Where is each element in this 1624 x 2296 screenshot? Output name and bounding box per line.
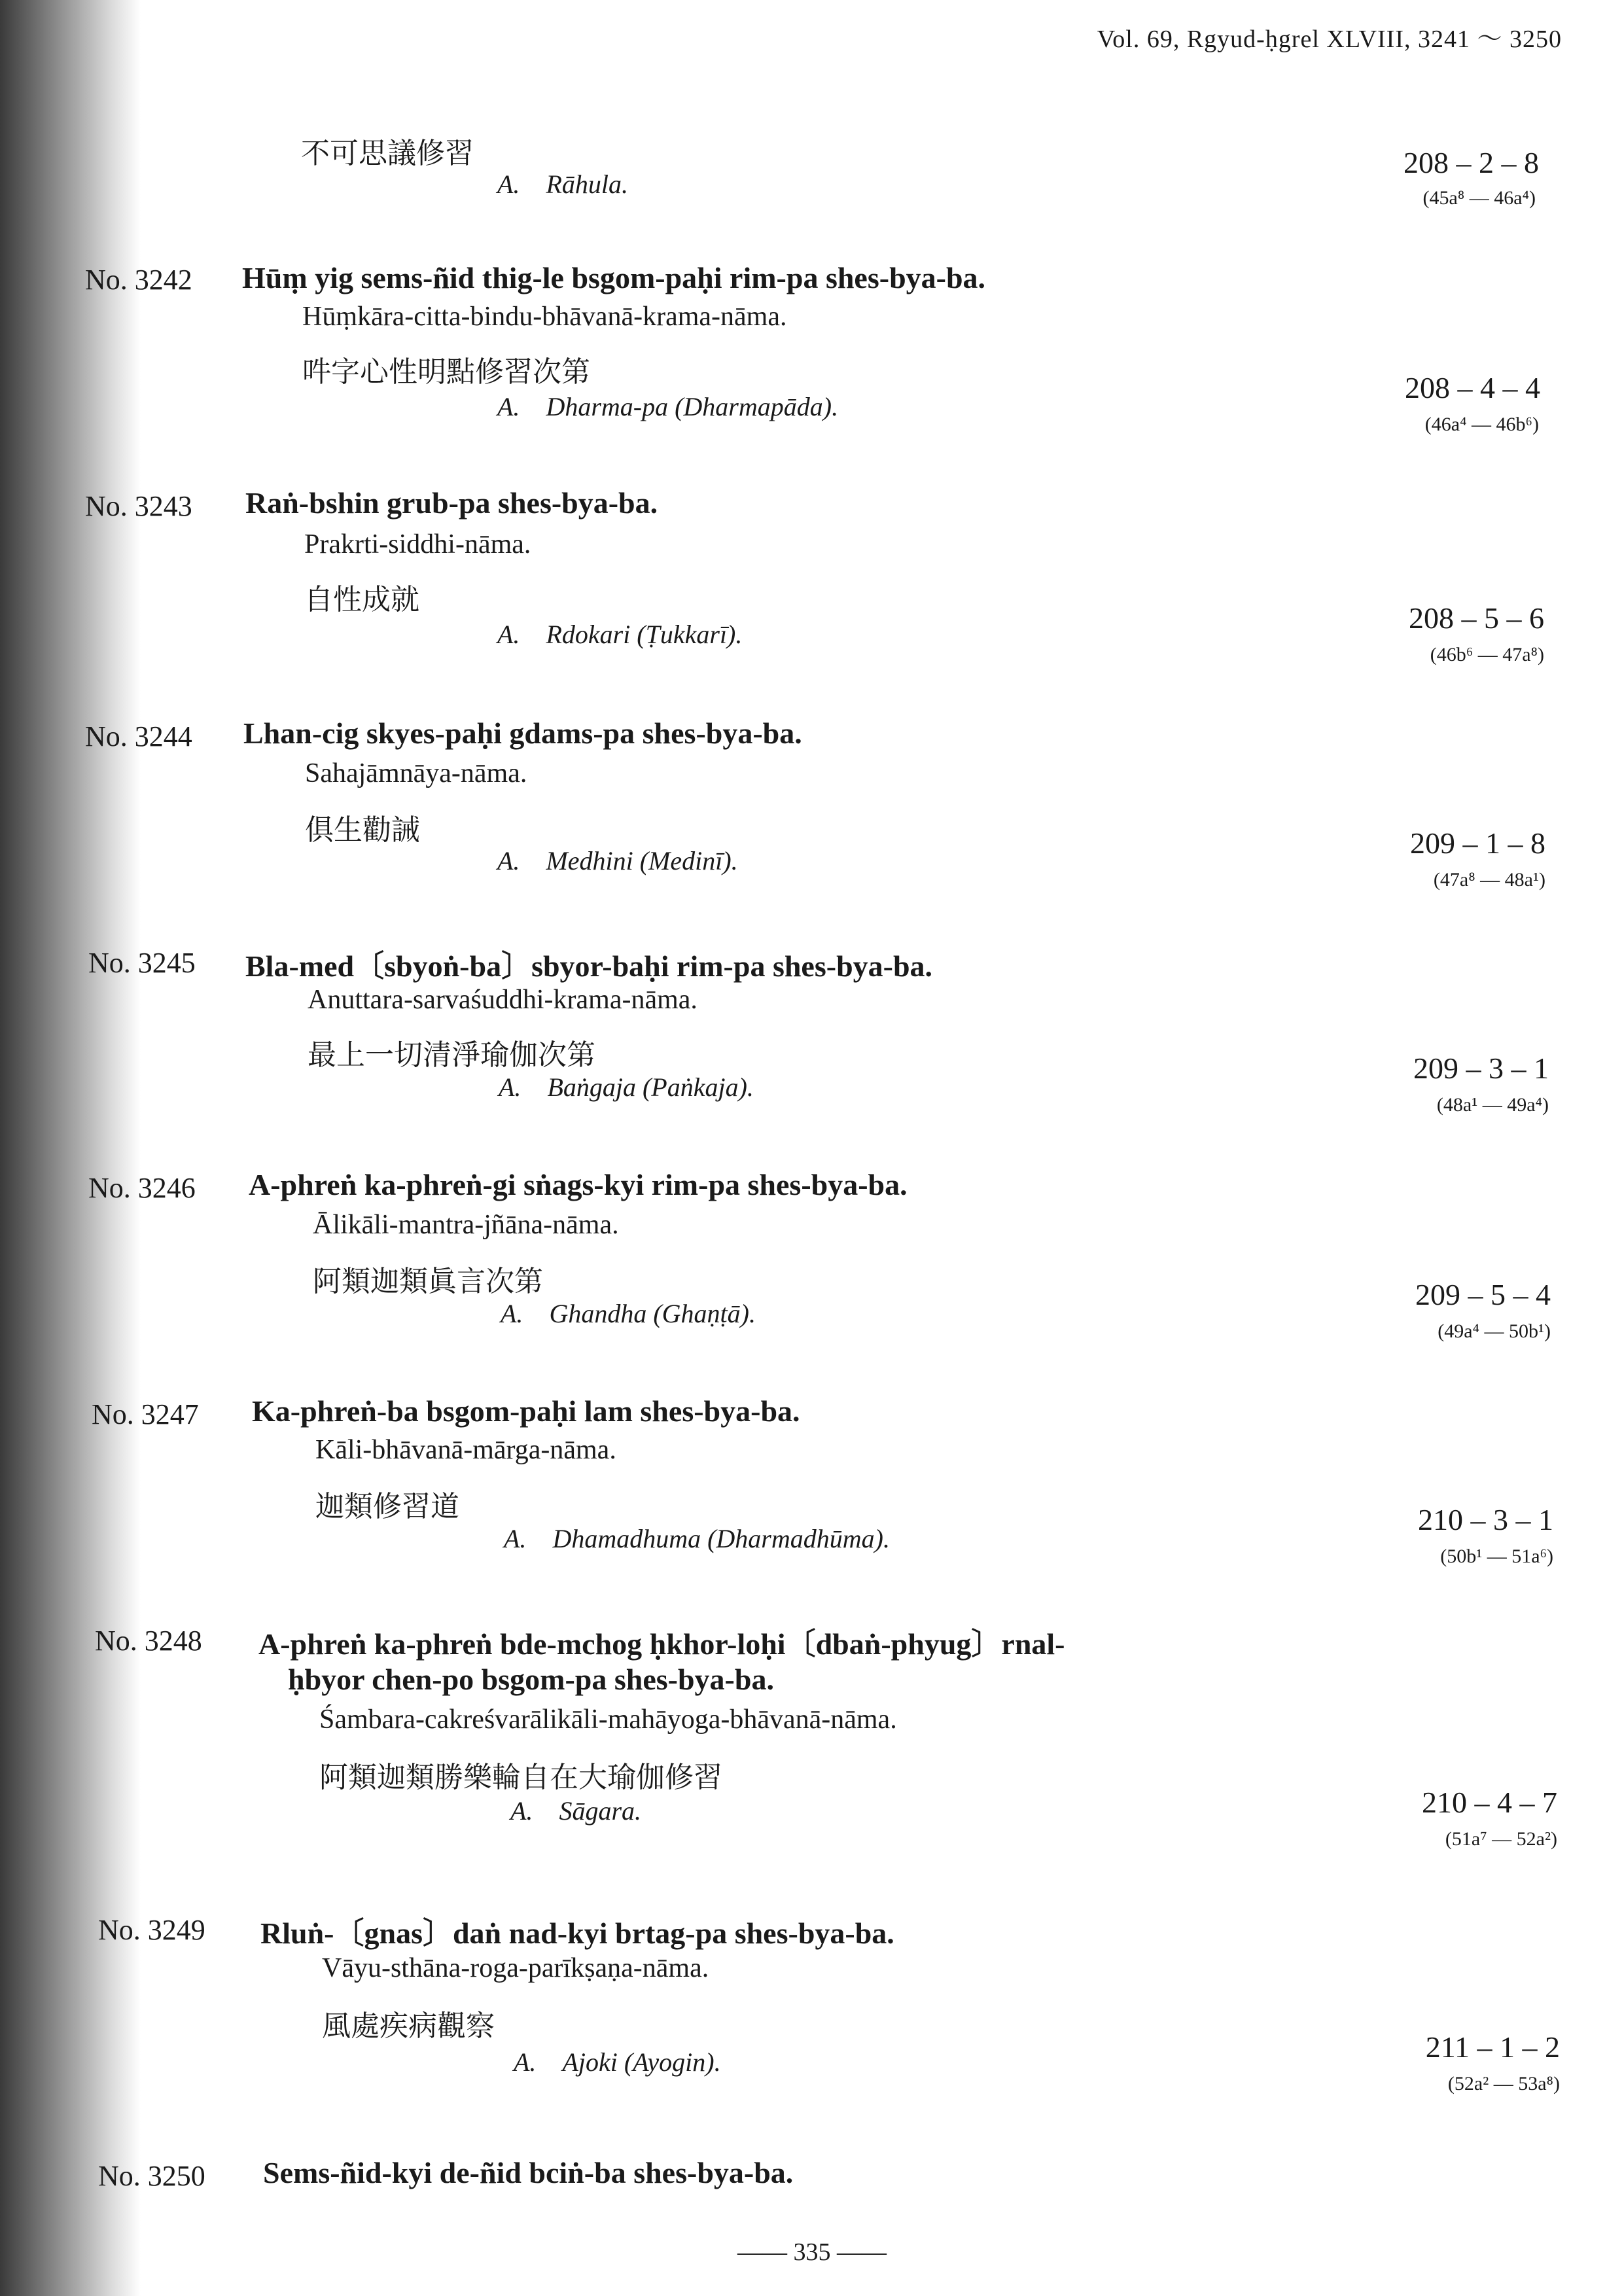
sanskrit-title: Hūṃkāra-citta-bindu-bhāvanā-krama-nāma. (302, 302, 787, 332)
running-header: Vol. 69, Rgyud-ḥgrel XLVIII, 3241 ～ 3250 (1097, 26, 1562, 53)
entry-number: No. 3248 (95, 1625, 202, 1657)
location-ref: 211 – 1 – 2 (1425, 2030, 1560, 2064)
author-initial: A. (497, 392, 520, 421)
chinese-title: 阿類迦類勝樂輪自在大瑜伽修習 (319, 1761, 722, 1794)
folio-range: (50b¹ — 51a⁶) (1440, 1545, 1553, 1567)
folio-range: (45a⁸ — 46a⁴) (1422, 187, 1536, 209)
location-ref: 210 – 3 – 1 (1418, 1503, 1553, 1536)
location-ref: 210 – 4 – 7 (1422, 1786, 1557, 1819)
entry-number: No. 3246 (88, 1172, 196, 1204)
chinese-title: 不可思議修習 (301, 137, 474, 170)
author (497, 619, 742, 650)
author (510, 1795, 641, 1826)
folio-range: (46b⁶ — 47a⁸) (1430, 644, 1544, 665)
sanskrit-title: Vāyu-sthāna-roga-parīkṣaṇa-nāma. (322, 1953, 709, 1983)
author-name: Baṅgaja (Paṅkaja). (547, 1072, 754, 1102)
author-initial: A. (497, 846, 520, 875)
author-initial: A. (499, 1072, 521, 1102)
chinese-title: 吽字心性明點修習次第 (302, 355, 590, 389)
tibetan-title: Ka-phreṅ-ba bsgom-paḥi lam shes-bya-ba. (252, 1394, 800, 1428)
author-initial: A. (497, 620, 520, 649)
tibetan-title: Raṅ-bshin grub-pa shes-bya-ba. (245, 486, 658, 520)
tibetan-title: Sems-ñid-kyi de-ñid bciṅ-ba shes-bya-ba. (263, 2156, 794, 2189)
entry-number: No. 3250 (98, 2160, 205, 2192)
author (501, 1298, 756, 1329)
chinese-title: 最上一切清淨瑜伽次第 (308, 1038, 595, 1072)
tibetan-title-continued: ḥbyor chen-po bsgom-pa shes-bya-ba. (288, 1663, 774, 1696)
binding-shadow (0, 0, 141, 2296)
entry-number: No. 3244 (85, 720, 192, 752)
location-ref: 209 – 1 – 8 (1410, 826, 1545, 860)
sanskrit-title: Kāli-bhāvanā-mārga-nāma. (315, 1435, 616, 1465)
author-name: Ajoki (Ayogin). (562, 2047, 721, 2077)
author-name: Medhini (Medinī). (546, 846, 738, 875)
author-initial: A. (501, 1299, 523, 1328)
tibetan-title: A-phreṅ ka-phreṅ-gi sṅags-kyi rim-pa shes-bya-ba. (249, 1168, 908, 1201)
chinese-title: 俱生勸誡 (305, 813, 420, 847)
location-ref: 208 – 4 – 4 (1405, 371, 1540, 404)
folio-range: (51a⁷ — 52a²) (1445, 1828, 1557, 1850)
sanskrit-title: Ālikāli-mantra-jñāna-nāma. (313, 1210, 619, 1240)
location-ref: 209 – 3 – 1 (1413, 1051, 1549, 1085)
entry-number: No. 3245 (88, 947, 196, 979)
author-initial: A. (504, 1524, 527, 1553)
sanskrit-title: Prakrti-siddhi-nāma. (304, 529, 531, 559)
tibetan-title: A-phreṅ ka-phreṅ bde-mchog ḥkhor-loḥi〔dbaṅ-phyug〕rnal- (258, 1627, 1065, 1661)
sanskrit-title: Sahajāmnāya-nāma. (305, 758, 527, 788)
folio-range: (49a⁴ — 50b¹) (1438, 1320, 1551, 1342)
tibetan-title: Bla-med〔sbyoṅ-ba〕sbyor-baḥi rim-pa shes-bya-ba. (245, 949, 933, 983)
chinese-title: 風處疾病觀察 (322, 2009, 495, 2043)
sanskrit-title: Anuttara-sarvaśuddhi-krama-nāma. (308, 985, 697, 1015)
sanskrit-title: Śambara-cakreśvarālikāli-mahāyoga-bhāvanā-nāma. (319, 1704, 897, 1735)
author (497, 845, 738, 876)
author-name: Ghandha (Ghaṇṭā). (549, 1299, 756, 1328)
folio-range: (46a⁴ — 46b⁶) (1424, 414, 1539, 435)
entry-number: No. 3243 (85, 490, 192, 522)
author (497, 169, 628, 200)
tibetan-title: Rluṅ-〔gnas〕daṅ nad-kyi brtag-pa shes-bya-ba. (260, 1916, 894, 1950)
author (497, 391, 838, 422)
folio-range: (52a² — 53a⁸) (1447, 2073, 1560, 2094)
location-ref: 208 – 2 – 8 (1403, 146, 1539, 179)
chinese-title: 阿類迦類眞言次第 (313, 1265, 543, 1298)
chinese-title: 自性成就 (304, 583, 419, 616)
author (499, 1072, 754, 1103)
author-initial: A. (510, 1796, 533, 1826)
author-initial: A. (497, 169, 520, 199)
location-ref: 208 – 5 – 6 (1409, 601, 1544, 635)
folio-range: (48a¹ — 49a⁴) (1436, 1094, 1549, 1116)
page-number: —— 335 —— (737, 2238, 887, 2266)
author-name: Dharma-pa (Dharmapāda). (546, 392, 839, 421)
folio-range: (47a⁸ — 48a¹) (1433, 869, 1545, 891)
entry-number: No. 3247 (92, 1398, 199, 1430)
author-name: Rdokari (Ṭukkarī). (546, 620, 743, 649)
tibetan-title: Hūṃ yig sems-ñid thig-le bsgom-paḥi rim-pa shes-bya-ba. (242, 261, 986, 294)
author (514, 2047, 721, 2077)
entry-number: No. 3249 (98, 1914, 205, 1946)
author-name: Dhamadhuma (Dharmadhūma). (552, 1524, 890, 1553)
author-name: Sāgara. (559, 1796, 642, 1826)
author-name: Rāhula. (546, 169, 628, 199)
location-ref: 209 – 5 – 4 (1415, 1278, 1551, 1311)
entry-number: No. 3242 (85, 264, 192, 296)
tibetan-title: Lhan-cig skyes-paḥi gdams-pa shes-bya-ba. (243, 716, 802, 750)
author-initial: A. (514, 2047, 537, 2077)
author (504, 1523, 890, 1554)
chinese-title: 迦類修習道 (315, 1490, 459, 1523)
